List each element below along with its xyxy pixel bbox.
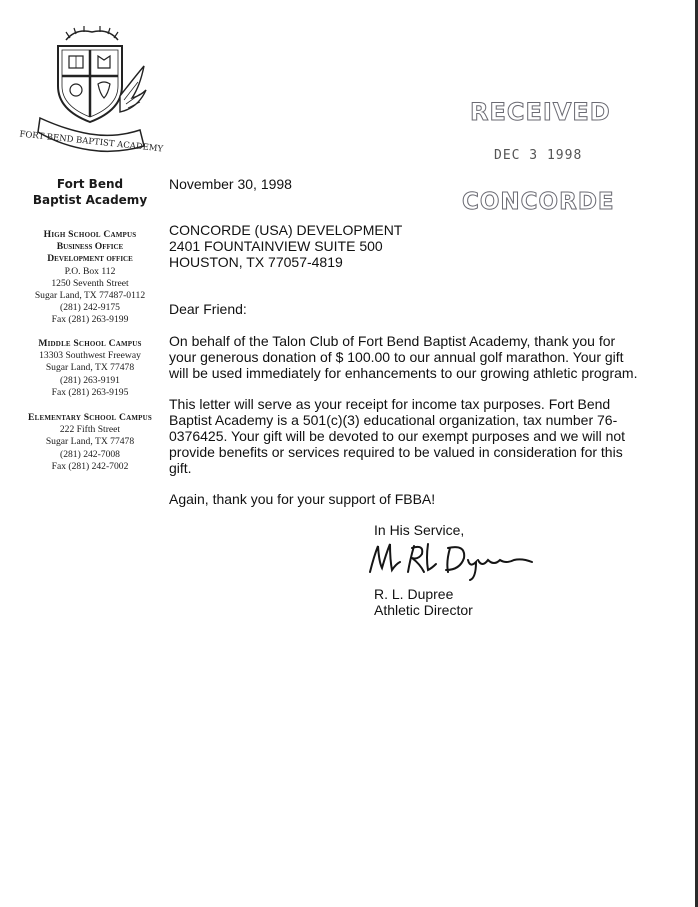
- middle-school-campus-block: [14, 338, 166, 399]
- middle-school-campus-title: Middle School Campus: [38, 338, 142, 349]
- signature: [366, 538, 536, 582]
- paragraph-receipt: This letter will serve as your receipt for income tax purposes. Fort Bend Baptist Academy is a 501(c)(3) educational organization, tax number 76- 0376425. Your gift will be devoted to our exempt purposes and we will not provide benefits or services required to be valued in consideration for this gift.: [169, 396, 626, 476]
- salutation: Dear Friend:: [169, 301, 247, 317]
- paragraph-thanks: Again, thank you for your support of FBBA!: [169, 491, 436, 507]
- hs-po-box: P.O. Box 112: [64, 265, 116, 277]
- business-office-label: Business Office: [56, 241, 124, 253]
- recipient-line1: CONCORDE (USA) DEVELOPMENT: [169, 222, 403, 238]
- ms-fax: Fax (281) 263-9195: [51, 386, 129, 398]
- school-name: [14, 176, 166, 208]
- development-office-label: Development office: [47, 253, 133, 265]
- concorde-stamp: CONCORDE: [462, 189, 615, 215]
- hs-city: Sugar Land, TX 77487-0112: [34, 290, 146, 302]
- received-date-stamp: DEC 3 1998: [494, 148, 583, 163]
- letter-date: November 30, 1998: [169, 176, 292, 192]
- elementary-school-campus-title: Elementary School Campus: [28, 412, 152, 423]
- paragraph-donation: On behalf of the Talon Club of Fort Bend Baptist Academy, thank you for your generous donation of $ 100.00 to our annual golf marathon. Your gift will be used immediately for enhancements to our growing athletic program.: [169, 333, 638, 381]
- es-street: 222 Fifth Street: [59, 424, 121, 436]
- high-school-campus-title: High School Campus: [43, 229, 137, 240]
- received-stamp: RECEIVED: [470, 98, 611, 126]
- es-phone: (281) 242-7008: [60, 448, 120, 460]
- recipient-line2: 2401 FOUNTAINVIEW SUITE 500: [169, 238, 383, 254]
- hs-fax: Fax (281) 263-9199: [51, 314, 129, 326]
- hs-street: 1250 Seventh Street: [51, 277, 129, 289]
- ms-street: 13303 Southwest Freeway: [39, 350, 141, 362]
- signer-title: Athletic Director: [374, 602, 473, 618]
- signer-name: R. L. Dupree: [374, 586, 454, 602]
- recipient-line3: HOUSTON, TX 77057-4819: [169, 254, 343, 270]
- ms-city: Sugar Land, TX 77478: [45, 362, 135, 374]
- es-city: Sugar Land, TX 77478: [45, 436, 135, 448]
- school-crest-logo: [18, 26, 164, 156]
- school-name-line1: Fort Bend: [56, 177, 124, 191]
- closing: In His Service,: [374, 522, 465, 538]
- ms-phone: (281) 263-9191: [60, 374, 120, 386]
- es-fax: Fax (281) 242-7002: [51, 460, 129, 472]
- elementary-school-campus-block: [14, 412, 166, 473]
- hs-phone: (281) 242-9175: [60, 302, 120, 314]
- school-name-line2: Baptist Academy: [32, 193, 148, 207]
- svg-text:FORT BEND BAPTIST ACADEMY: FORT BEND BAPTIST ACADEMY: [18, 129, 164, 155]
- high-school-campus-block: [14, 229, 166, 327]
